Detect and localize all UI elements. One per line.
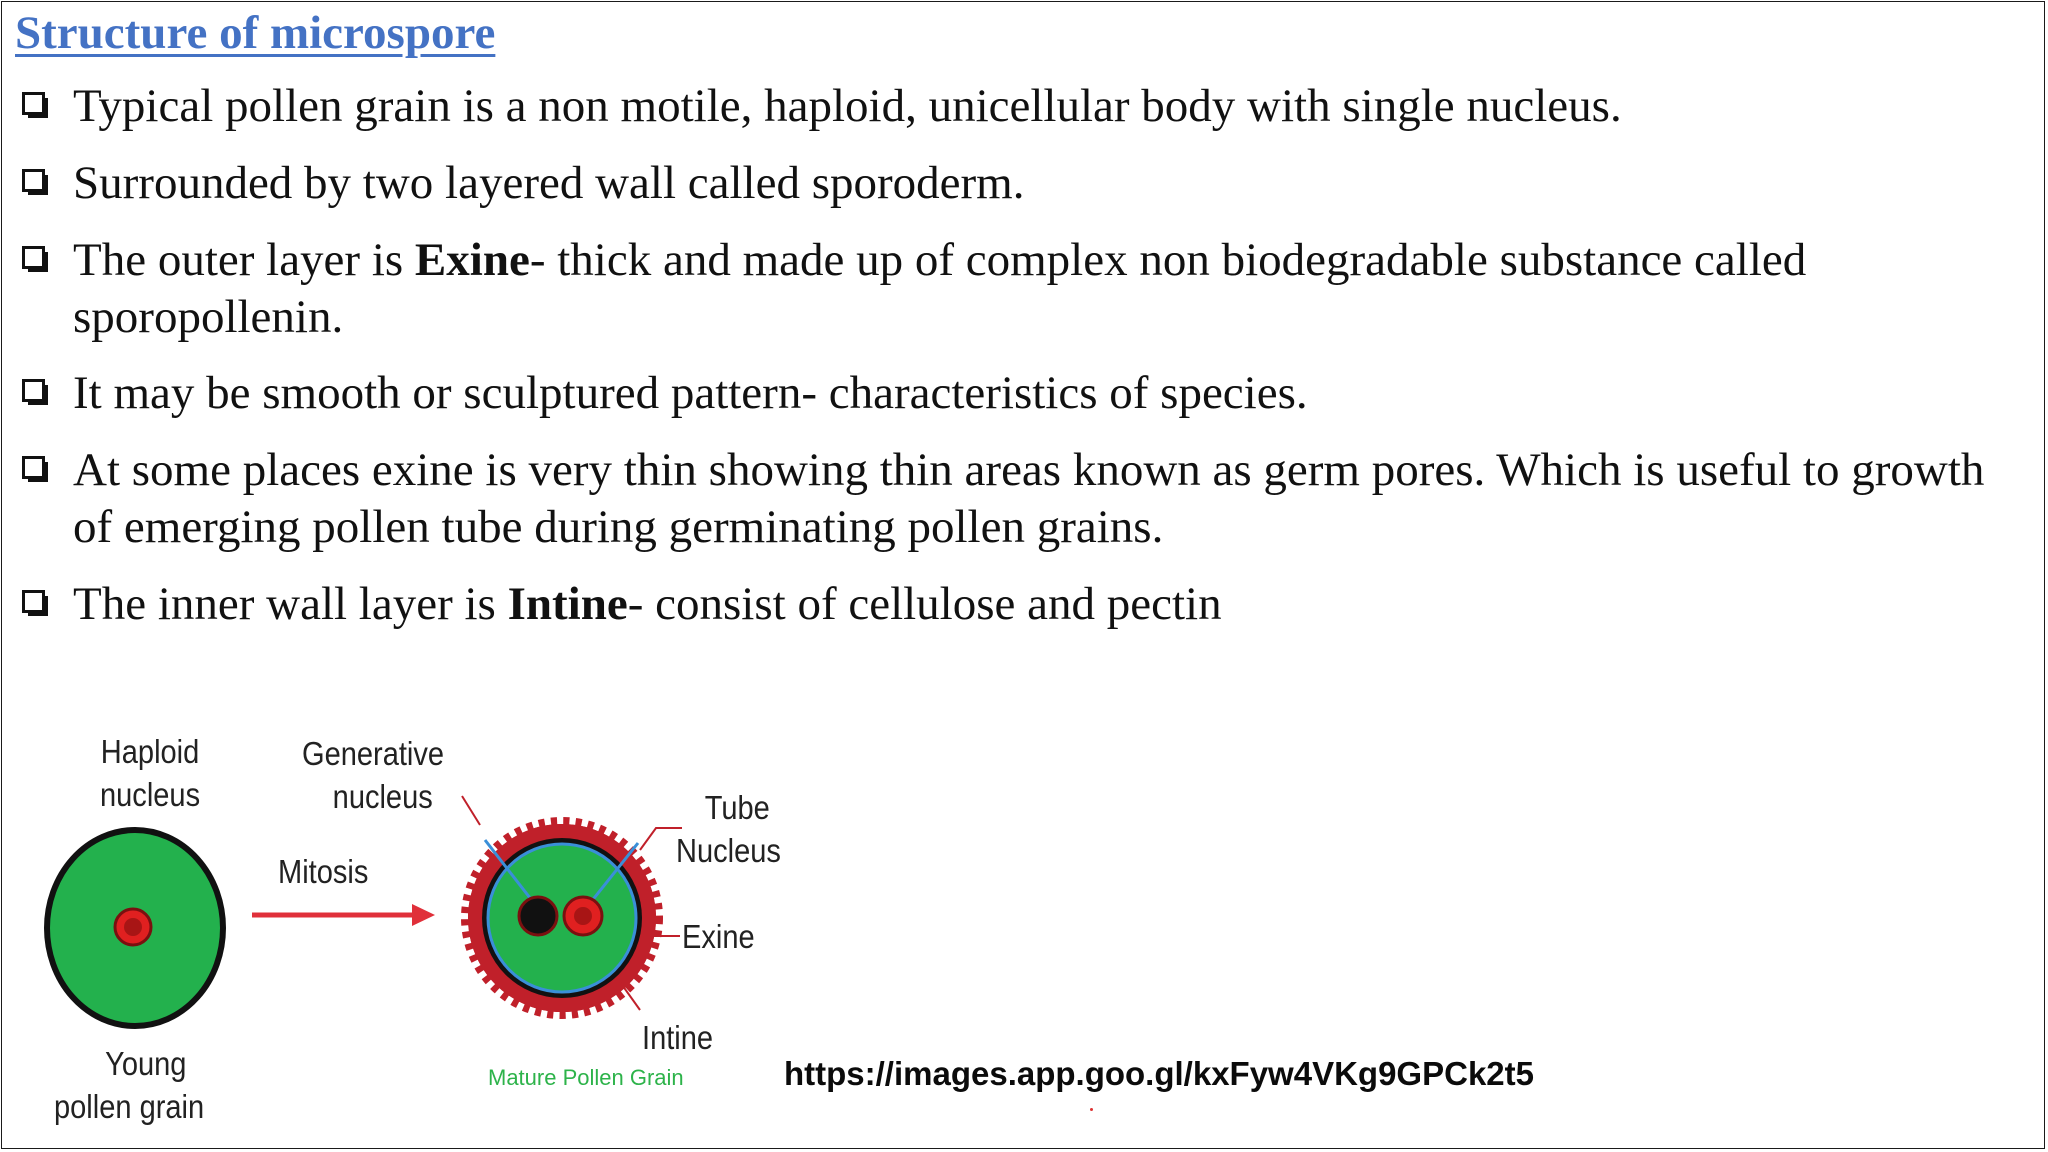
stray-dot — [1090, 1108, 1093, 1111]
haploid-nucleus-label: Haploid nucleus — [100, 733, 201, 813]
generative-nucleus-label: Generative nucleus — [302, 735, 445, 815]
checkbox-bullet-icon — [22, 456, 45, 479]
bullet-text: The outer layer is — [73, 234, 415, 286]
mitosis-label: Mitosis — [278, 853, 369, 890]
young-pollen-grain-label: Young pollen grain — [54, 1045, 205, 1125]
bullet-text: Surrounded by two layered wall called sporoderm. — [73, 157, 1025, 209]
mature-cytoplasm — [488, 844, 636, 992]
tube-nucleus-label: Tube Nucleus — [676, 789, 781, 869]
checkbox-bullet-icon — [22, 92, 45, 115]
bullet-text: Typical pollen grain is a non motile, haploid, unicellular body with single nucleus. — [73, 80, 1622, 132]
bullet-text-tail: - thick and made up of complex non biodegradable substance called sporopollenin. — [73, 234, 1807, 343]
bullet-text: At some places exine is very thin showing thin areas known as germ pores. Which is useful to growth of emerging pollen tube during germinating pollen grains. — [73, 444, 1985, 553]
bullet-text-tail: - consist of cellulose and pectin — [627, 578, 1222, 630]
checkbox-bullet-icon — [22, 379, 45, 402]
intine-label: Intine — [642, 1019, 714, 1056]
pollen-grain-diagram — [0, 700, 790, 1152]
mitosis-arrow-icon — [252, 904, 435, 926]
young-pollen-grain — [47, 830, 223, 1026]
mature-pollen-grain — [468, 824, 656, 1012]
checkbox-bullet-icon — [22, 169, 45, 192]
exine-label: Exine — [682, 918, 755, 955]
bullet-bold-term: Exine — [414, 234, 530, 286]
source-url[interactable]: https://images.app.goo.gl/kxFyw4VKg9GPCk2t5 — [784, 1055, 1534, 1092]
mature-pollen-grain-caption: Mature Pollen Grain — [488, 1065, 684, 1090]
checkbox-bullet-icon — [22, 246, 45, 269]
bullet-text: The inner wall layer is — [73, 578, 508, 630]
generative-nucleus-shape — [519, 897, 557, 935]
checkbox-bullet-icon — [22, 590, 45, 613]
slide-title: Structure of microspore — [15, 7, 496, 59]
bullet-bold-term: Intine — [507, 578, 628, 630]
bullet-text: It may be smooth or sculptured pattern- characteristics of species. — [73, 367, 1308, 419]
